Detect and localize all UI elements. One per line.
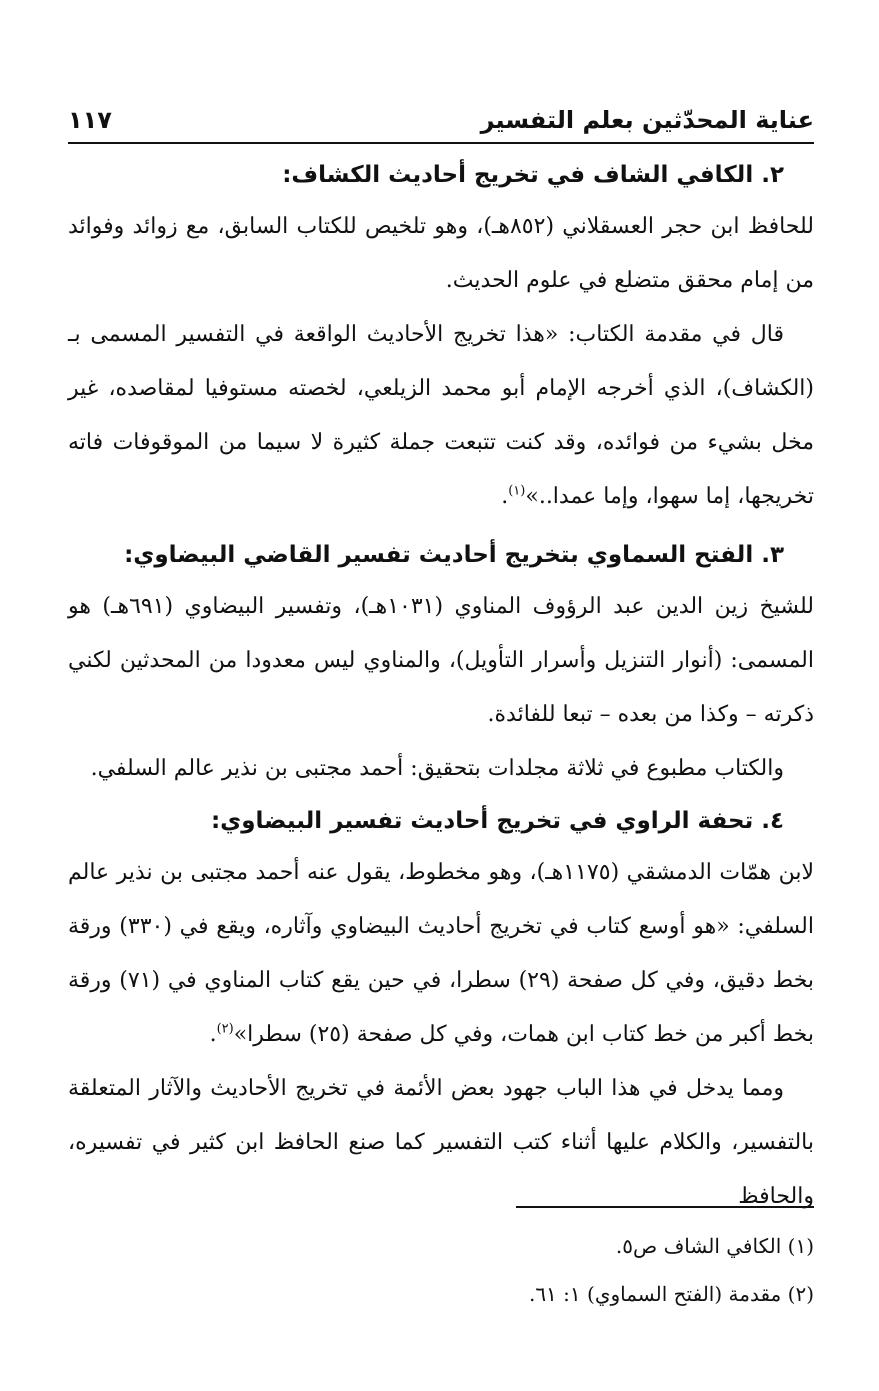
paragraph-text: قال في مقدمة الكتاب: «هذا تخريج الأحاديث الواقعة في التفسير المسمى بـ (الكشاف)، الذي أخرجه الإمام أبو محمد الزيلعي، لخصته مستوفيا لمقاصده، غير مخل بشيء من فوائده، وقد كنت تتبعت جملة كثيرة لا سيما من الموقوفات فاته تخريجها، إما سهوا، وإما عمدا..» (68, 322, 814, 509)
footnote: (٢) مقدمة (الفتح السماوي) ١: ٦١. (528, 1282, 814, 1306)
footnote-divider (516, 1206, 814, 1208)
page-number: ١١٧ (68, 106, 112, 134)
paragraph-text: لابن همّات الدمشقي (١١٧٥هـ)، وهو مخطوط، يقول عنه أحمد مجتبى بن نذير عالم السلفي: «هو أوسع كتاب في تخريج أحاديث البيضاوي وآثاره، ويقع في (٣٣٠) ورقة بخط دقيق، وفي كل صفحة (٢٩) سطرا، في حين يقع كتاب المناوي في (٧١) ورقة بخط أكبر من خط كتاب ابن همات، وفي كل صفحة (٢٥) سطرا» (68, 860, 815, 1047)
paragraph: قال في مقدمة الكتاب: «هذا تخريج الأحاديث الواقعة في التفسير المسمى بـ (الكشاف)، الذي أخرجه الإمام أبو محمد الزيلعي، لخصته مستوفيا لمقاصده، غير مخل بشيء من فوائده، وقد كنت تتبعت جملة كثيرة لا سيما من الموقوفات فاته تخريجها، إما سهوا، وإما عمدا..»$^{(١)}$. (68, 322, 814, 509)
footnotes (68, 1222, 814, 1318)
section-heading: ٤. تحفة الراوي في تخريج أحاديث تفسير البيضاوي: (210, 808, 784, 834)
paragraph: والكتاب مطبوع في ثلاثة مجلدات بتحقيق: أحمد مجتبى بن نذير عالم السلفي. (90, 756, 784, 781)
book-title: عناية المحدّثين بعلم التفسير (480, 106, 814, 134)
paragraph: لابن همّات الدمشقي (١١٧٥هـ)، وهو مخطوط، يقول عنه أحمد مجتبى بن نذير عالم السلفي: «هو أوسع كتاب في تخريج أحاديث البيضاوي وآثاره، ويقع في (٣٣٠) ورقة بخط دقيق، وفي كل صفحة (٢٩) سطرا، في حين يقع كتاب المناوي في (٧١) ورقة بخط أكبر من خط كتاب ابن همات، وفي كل صفحة (٢٥) سطرا»$^{(٢)}$. (68, 860, 815, 1047)
footnote: (١) الكافي الشاف ص٥. (615, 1234, 814, 1258)
main-text (68, 150, 814, 1224)
paragraph: للحافظ ابن حجر العسقلاني (٨٥٢هـ)، وهو تلخيص للكتاب السابق، مع زوائد وفوائد من إمام محقق متضلع في علوم الحديث. (68, 214, 814, 293)
section-heading: ٣. الفتح السماوي بتخريج أحاديث تفسير القاضي البيضاوي: (124, 542, 784, 568)
footnote-ref: (٢) (216, 1021, 234, 1037)
paragraph: ومما يدخل في هذا الباب جهود بعض الأئمة في تخريج الأحاديث والآثار المتعلقة بالتفسير، والكلام عليها أثناء كتب التفسير كما صنع الحافظ ابن كثير في تفسيره، والحافظ (68, 1076, 814, 1209)
paragraph: للشيخ زين الدين عبد الرؤوف المناوي (١٠٣١هـ)، وتفسير البيضاوي (٦٩١هـ) هو المسمى: (أنوار التنزيل وأسرار التأويل)، والمناوي ليس معدودا من المحدثين لكني ذكرته – وكذا من بعده – تبعا للفائدة. (68, 594, 815, 727)
section-heading: ٢. الكافي الشاف في تخريج أحاديث الكشاف: (282, 162, 784, 188)
footnote-ref: (١) (508, 483, 526, 499)
running-header (68, 104, 814, 144)
